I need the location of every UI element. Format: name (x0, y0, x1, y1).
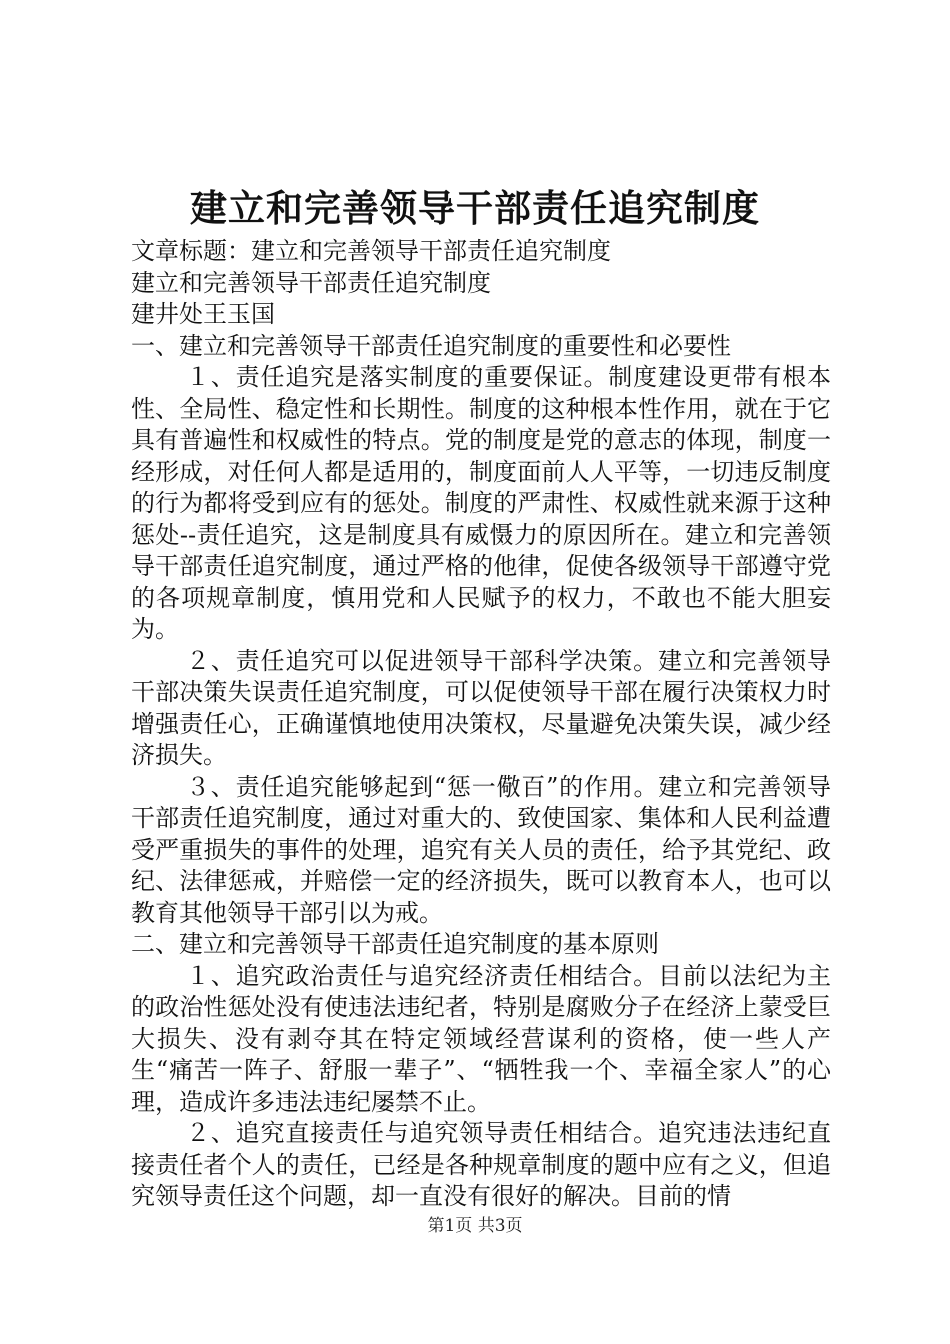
document-body (131, 236, 831, 1213)
paragraph: ３、责任追究能够起到“惩一儆百”的作用。建立和完善领导干部责任追究制度，通过对重大的、致使国家、集体和人民利益遭受严重损失的事件的处理，追究有关人员的责任，给予其党纪、政纪、法律惩戒，并赔偿一定的经济损失，既可以教育本人，也可以教育其他领导干部引以为戒。 (131, 772, 831, 927)
author-line: 建井处王玉国 (131, 300, 275, 328)
subtitle-line: 建立和完善领导干部责任追究制度 (131, 268, 491, 297)
page-footer: 第1页 共3页 (427, 1216, 523, 1236)
document-title: 建立和完善领导干部责任追究制度 (190, 186, 760, 230)
section-heading-2: 二、建立和完善领导干部责任追究制度的基本原则 (131, 930, 659, 958)
article-title-line: 文章标题：建立和完善领导干部责任追究制度 (131, 237, 611, 265)
paragraph: １、追究政治责任与追究经济责任相结合。目前以法纪为主的政治性惩处没有使违法违纪者，特别是腐败分子在经济上蒙受巨大损失、没有剥夺其在特定领域经营谋利的资格，使一些人产生“痛苦一阵子、舒服一辈子”、“牺牲我一个、幸福全家人”的心理，造成许多违法违纪屡禁不止。 (131, 961, 831, 1116)
paragraph: ２、责任追究可以促进领导干部科学决策。建立和完善领导干部决策失误责任追究制度，可以促使领导干部在履行决策权力时增强责任心，正确谨慎地使用决策权，尽量避免决策失误，减少经济损失。 (131, 646, 831, 769)
paragraph: ２、追究直接责任与追究领导责任相结合。追究违法违纪直接责任者个人的责任，已经是各种规章制度的题中应有之义，但追究领导责任这个问题，却一直没有很好的解决。目前的情 (131, 1119, 831, 1210)
paragraph: １、责任追究是落实制度的重要保证。制度建设更带有根本性、全局性、稳定性和长期性。制度的这种根本性作用，就在于它具有普遍性和权威性的特点。党的制度是党的意志的体现，制度一经形成，对任何人都是适用的，制度面前人人平等，一切违反制度的行为都将受到应有的惩处。制度的严肃性、权威性就来源于这种惩处--责任追究，这是制度具有威慑力的原因所在。建立和完善领导干部责任追究制度，通过严格的他律，促使各级领导干部遵守党的各项规章制度，慎用党和人民赋予的权力，不敢也不能大胆妄为。 (131, 363, 831, 643)
section-heading-1: 一、建立和完善领导干部责任追究制度的重要性和必要性 (131, 331, 731, 360)
